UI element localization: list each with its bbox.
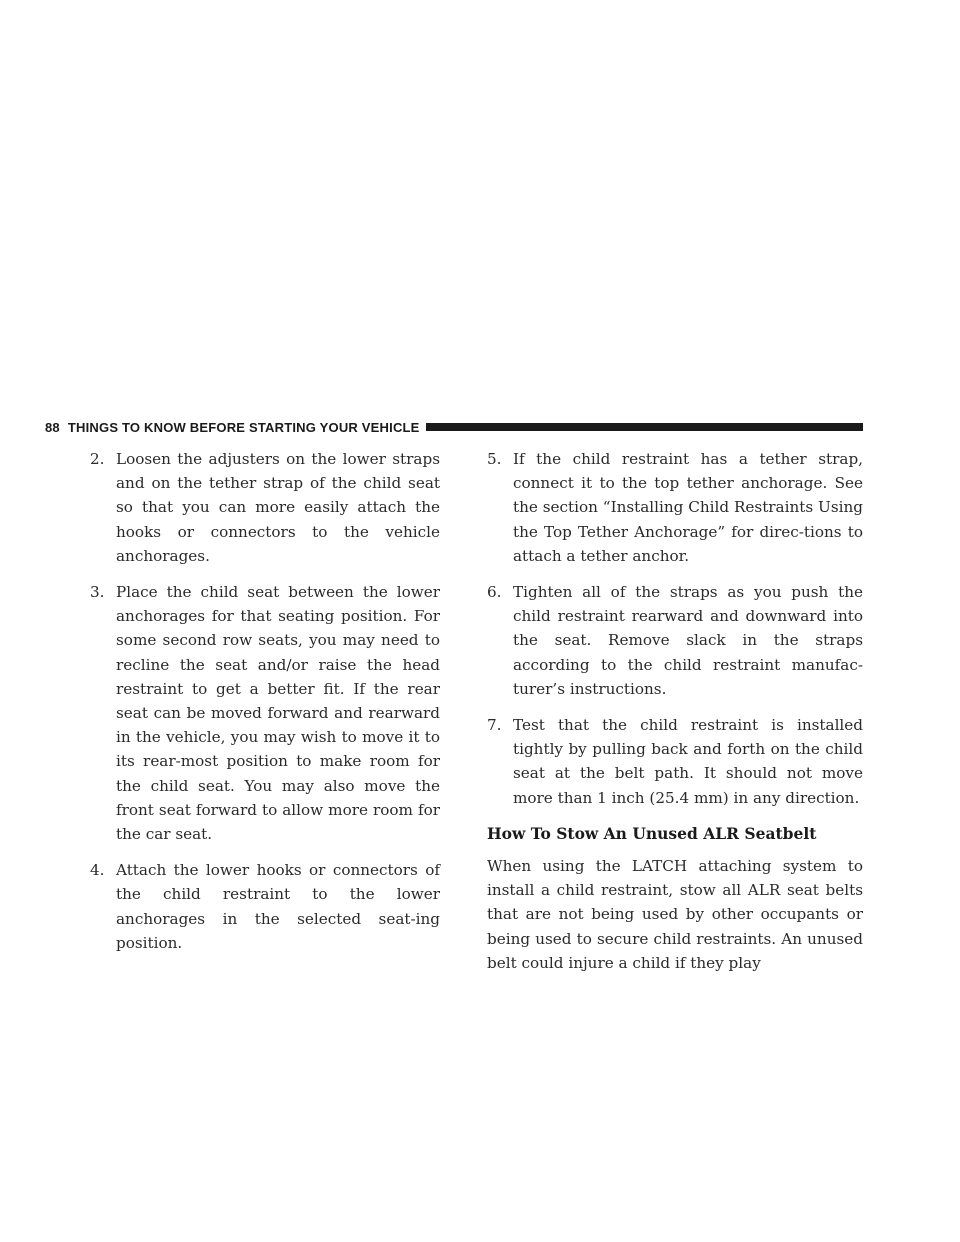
page-header — [45, 417, 863, 437]
list-item-text: Place the child seat between the lower anchorages for that seating position. For some second row seats, you may need to recline the seat and/or raise the head restraint to get a better fit. If the rear seat can be moved forward and rearward in the vehicle, you may wish to move it to its rear-most position to make room for the child seat. You may also move the front seat forward to allow more room for the car seat. — [116, 583, 440, 844]
list-item-number: 6. — [487, 583, 502, 602]
list-item — [90, 580, 440, 846]
list-item-text: Loosen the adjusters on the lower straps and on the tether strap of the child seat so that you can more easily attach the hooks or connectors to the vehicle anchorages. — [116, 450, 440, 565]
list-item-number: 7. — [487, 716, 502, 735]
list-item-text: If the child restraint has a tether strap, connect it to the top tether anchorage. See the section “Installing Child Restraints Using the Top Tether Anchorage” for direc-tions to attach a tether anchor. — [513, 450, 863, 565]
left-column — [90, 447, 440, 967]
list-item-text: Test that the child restraint is installed tightly by pulling back and forth on the child seat at the belt path. It should not move more than 1 inch (25.4 mm) in any direction. — [513, 716, 863, 807]
page-number: 88 — [45, 419, 60, 435]
list-item — [90, 858, 440, 955]
list-item-number: 4. — [90, 861, 105, 880]
list-item — [487, 447, 863, 568]
list-item-number: 2. — [90, 450, 105, 468]
list-item-text: Tighten all of the straps as you push the child restraint rearward and downward into the seat. Remove slack in the straps according to the child restraint manufac-turer’s instructions. — [513, 583, 863, 698]
right-column — [487, 447, 863, 975]
section-title: THINGS TO KNOW BEFORE STARTING YOUR VEHICLE — [67, 419, 420, 435]
list-item — [487, 580, 863, 701]
list-item-number: 5. — [487, 450, 502, 468]
list-item-text: Attach the lower hooks or connectors of the child restraint to the lower anchorages in the selected seat-ing position. — [116, 861, 440, 952]
header-rule — [426, 423, 863, 431]
section-heading: How To Stow An Unused ALR Seatbelt — [487, 823, 817, 843]
body-paragraph: When using the LATCH attaching system to install a child restraint, stow all ALR seat belts that are not being used by other occupants or being used to secure child restraints. An unused belt could injure a child if they play — [487, 857, 863, 972]
list-item — [90, 447, 440, 568]
list-item-number: 3. — [90, 583, 105, 602]
list-item — [487, 713, 863, 810]
